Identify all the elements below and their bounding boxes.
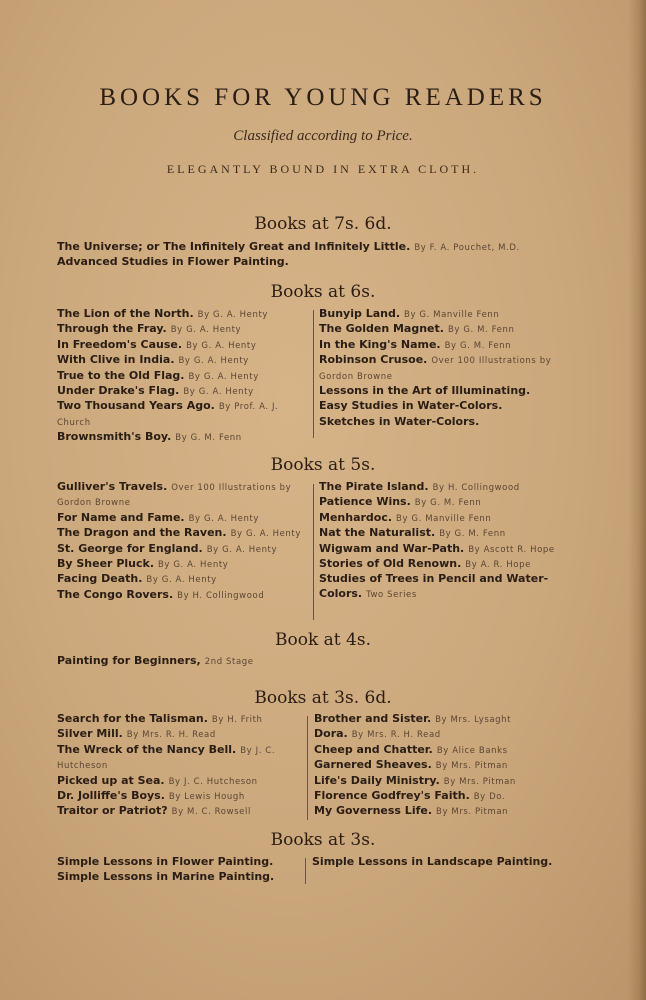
list-item: Bunyip Land. By G. Manville Fenn (319, 307, 500, 320)
list-item: Facing Death. By G. A. Henty (57, 572, 217, 586)
list-item: Two Thousand Years Ago. By Prof. A. J. Church (57, 399, 279, 428)
list-item: The Universe; or The Infinitely Great and Infinitely Little. By F. A. Pouchet, M.D. (57, 240, 520, 253)
list-item: Under Drake's Flag. By G. A. Henty (57, 384, 254, 398)
list-item: Menhardoc. By G. Manville Fenn (319, 510, 492, 524)
column-divider (307, 716, 308, 820)
list-item: The Wreck of the Nancy Bell. By J. C. Hutcheson (57, 742, 276, 772)
list-item: True to the Old Flag. By G. A. Henty (57, 368, 259, 382)
list-item: Advanced Studies in Flower Painting. (57, 255, 289, 269)
list-item: Wigwam and War-Path. By Ascott R. Hope (319, 541, 555, 555)
list-item: Brownsmith's Boy. By G. M. Fenn (57, 430, 242, 444)
list-item: St. George for England. By G. A. Henty (57, 541, 278, 555)
list-item: The Golden Magnet. By G. M. Fenn (319, 322, 515, 336)
section-5s-left-column (57, 480, 307, 603)
list-item: Through the Fray. By G. A. Henty (57, 322, 242, 336)
section-list-7s6d (57, 240, 587, 271)
list-item: My Governess Life. By Mrs. Pitman (314, 804, 509, 818)
column-divider (313, 484, 314, 620)
list-item: Simple Lessons in Flower Painting. (57, 855, 274, 868)
section-heading-6s: Books at 6s. (270, 282, 376, 302)
list-item: Simple Lessons in Marine Painting. (57, 870, 275, 884)
list-item: Dora. By Mrs. R. H. Read (314, 727, 441, 741)
list-item: The Congo Rovers. By H. Collingwood (57, 587, 265, 601)
list-item: Picked up at Sea. By J. C. Hutcheson (57, 773, 258, 787)
section-heading-5s: Books at 5s. (270, 455, 376, 475)
list-item: In Freedom's Cause. By G. A. Henty (57, 337, 257, 351)
list-item: Traitor or Patriot? By M. C. Rowsell (57, 804, 251, 818)
section-3s-right-column (312, 855, 582, 870)
list-item: By Sheer Pluck. By G. A. Henty (57, 557, 229, 571)
section-heading-3s6d: Books at 3s. 6d. (254, 688, 392, 708)
section-6s-right-column (319, 307, 581, 430)
section-3s-left-column (57, 855, 305, 886)
column-divider (313, 310, 314, 438)
section-3s6d-right-column (314, 712, 582, 820)
list-item: The Dragon and the Raven. By G. A. Henty (57, 526, 301, 540)
list-item: The Lion of the North. By G. A. Henty (57, 307, 269, 320)
list-item: Easy Studies in Water-Colors. (319, 399, 503, 413)
list-item: Cheep and Chatter. By Alice Banks (314, 742, 508, 756)
section-heading-3s: Books at 3s. (270, 830, 376, 850)
list-item: Florence Godfrey's Faith. By Do. (314, 789, 506, 803)
list-item: With Clive in India. By G. A. Henty (57, 353, 249, 367)
list-item: Brother and Sister. By Mrs. Lysaght (314, 712, 512, 725)
list-item: For Name and Fame. By G. A. Henty (57, 510, 260, 524)
page-edge (628, 0, 646, 1000)
section-6s-left-column (57, 307, 307, 446)
column-divider (305, 858, 306, 884)
list-item: Patience Wins. By G. M. Fenn (319, 495, 482, 509)
list-item: In the King's Name. By G. M. Fenn (319, 337, 512, 351)
list-item: Dr. Jolliffe's Boys. By Lewis Hough (57, 789, 245, 803)
list-item: Stories of Old Renown. By A. R. Hope (319, 557, 531, 571)
section-heading-7s6d: Books at 7s. 6d. (254, 214, 392, 234)
list-item: Lessons in the Art of Illuminating. (319, 384, 531, 398)
section-3s6d-left-column (57, 712, 307, 820)
page-title: BOOKS FOR YOUNG READERS (99, 84, 547, 111)
list-item: Robinson Crusoe. Over 100 Illustrations by Gordon Browne (319, 353, 552, 382)
list-item: Gulliver's Travels. Over 100 Illustrations by Gordon Browne (57, 480, 292, 509)
list-item: Life's Daily Ministry. By Mrs. Pitman (314, 773, 516, 787)
list-item: Garnered Sheaves. By Mrs. Pitman (314, 758, 508, 772)
page-subtitle: Classified according to Price. (233, 128, 413, 144)
list-item: Painting for Beginners, 2nd Stage (57, 654, 254, 667)
page-tagline: ELEGANTLY BOUND IN EXTRA CLOTH. (166, 162, 480, 176)
list-item: The Pirate Island. By H. Collingwood (319, 480, 520, 493)
list-item: Studies of Trees in Pencil and Water-Colors. Two Series (319, 572, 549, 600)
list-item: Simple Lessons in Landscape Painting. (312, 855, 553, 868)
section-5s-right-column (319, 480, 581, 602)
list-item: Nat the Naturalist. By G. M. Fenn (319, 526, 506, 540)
list-item: Sketches in Water-Colors. (319, 414, 480, 428)
list-item: Silver Mill. By Mrs. R. H. Read (57, 727, 216, 741)
section-heading-4s: Book at 4s. (275, 630, 371, 650)
list-item: Search for the Talisman. By H. Frith (57, 712, 263, 725)
section-list-4s (57, 654, 587, 669)
